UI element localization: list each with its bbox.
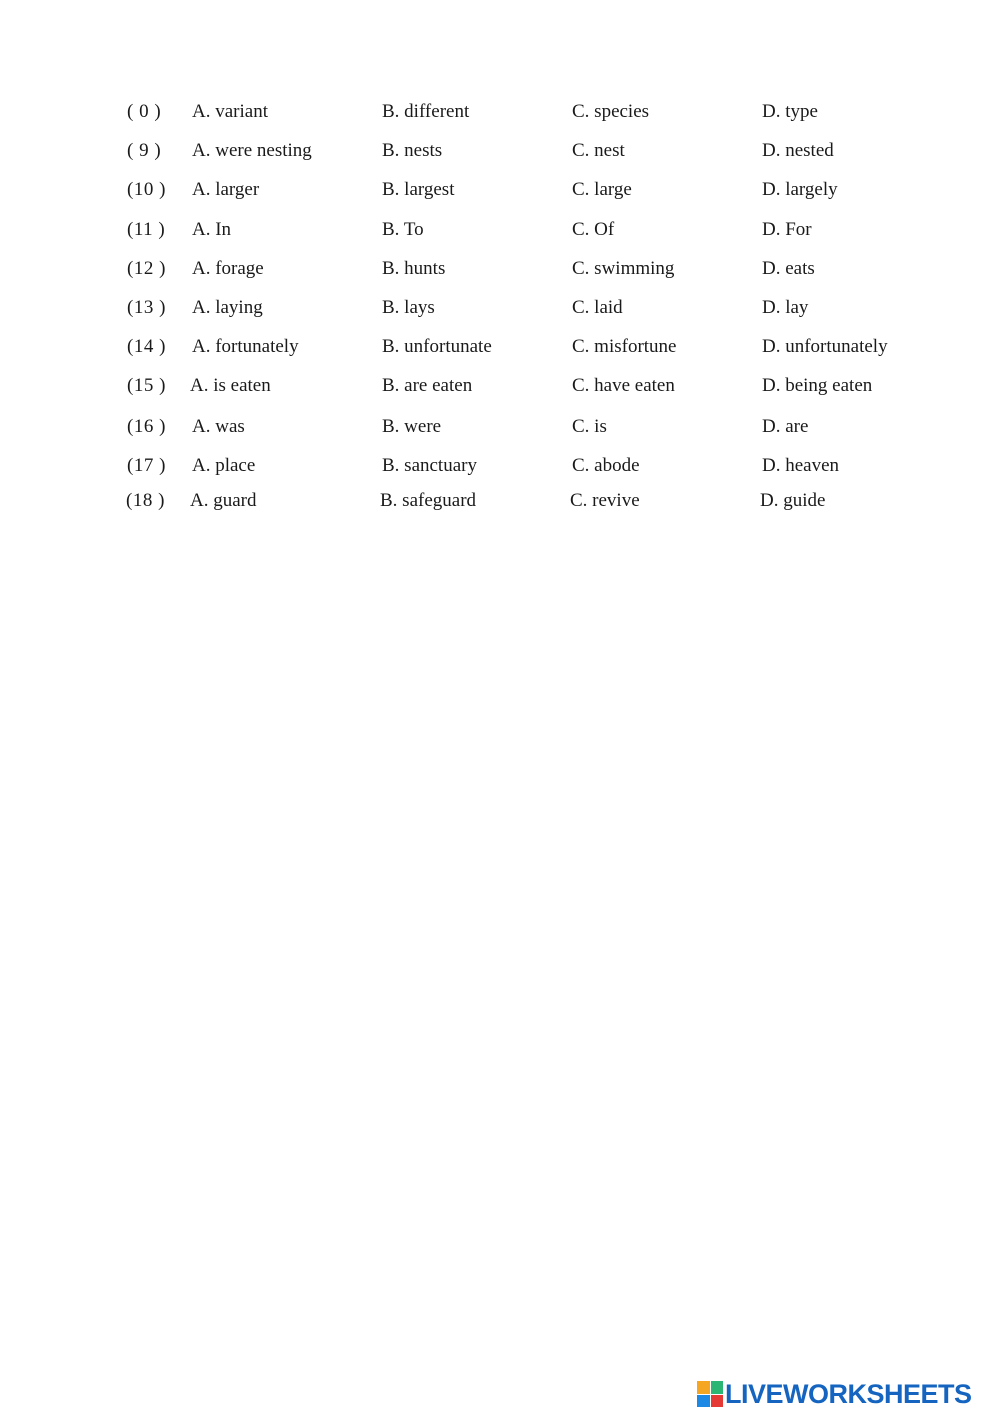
question-row	[0, 332, 1000, 362]
question-number: ( 9 )	[127, 140, 162, 161]
option-c: C. misfortune	[572, 336, 677, 357]
option-c: C. laid	[572, 297, 623, 318]
question-number: (13 )	[127, 297, 166, 318]
option-b: B. are eaten	[382, 375, 473, 396]
option-c: C. abode	[572, 455, 640, 476]
question-number: (10 )	[127, 179, 166, 200]
question-row	[0, 136, 1000, 166]
option-c: C. have eaten	[572, 375, 675, 396]
option-d: D. type	[762, 101, 818, 122]
question-row	[0, 97, 1000, 127]
option-b: B. were	[382, 416, 442, 437]
option-d: D. lay	[762, 297, 809, 318]
option-a: A. In	[192, 219, 232, 240]
question-number: (18 )	[126, 490, 165, 511]
option-b: B. sanctuary	[382, 455, 477, 476]
question-row	[0, 175, 1000, 205]
option-a: A. is eaten	[190, 375, 271, 396]
question-row	[0, 371, 1000, 401]
question-number: (15 )	[127, 375, 166, 396]
question-row	[0, 293, 1000, 323]
question-row	[0, 254, 1000, 284]
option-c: C. species	[572, 101, 650, 122]
option-a: A. was	[192, 416, 245, 437]
option-b: B. lays	[382, 297, 435, 318]
option-b: B. hunts	[382, 258, 446, 279]
option-a: A. variant	[192, 101, 268, 122]
option-d: D. nested	[762, 140, 834, 161]
question-number: (12 )	[127, 258, 166, 279]
question-row	[0, 412, 1000, 442]
question-number: ( 0 )	[127, 101, 162, 122]
option-b: B. unfortunate	[382, 336, 492, 357]
option-a: A. guard	[190, 490, 257, 511]
option-c: C. large	[572, 179, 632, 200]
option-b: B. safeguard	[380, 490, 477, 511]
option-d: D. eats	[762, 258, 815, 279]
option-d: D. being eaten	[762, 375, 873, 396]
option-a: A. were nesting	[192, 140, 312, 161]
question-row	[0, 451, 1000, 481]
option-c: C. swimming	[572, 258, 675, 279]
option-d: D. heaven	[762, 455, 840, 476]
option-a: A. laying	[192, 297, 263, 318]
option-d: D. are	[762, 416, 809, 437]
option-c: C. Of	[572, 219, 615, 240]
liveworksheets-brand	[697, 1378, 972, 1410]
option-d: D. For	[762, 219, 812, 240]
question-row	[0, 486, 1000, 516]
option-c: C. revive	[570, 490, 640, 511]
option-a: A. place	[192, 455, 256, 476]
option-b: B. different	[382, 101, 470, 122]
question-number: (11 )	[127, 219, 166, 240]
option-c: C. nest	[572, 140, 625, 161]
option-b: B. To	[382, 219, 424, 240]
option-d: D. unfortunately	[762, 336, 888, 357]
option-d: D. guide	[760, 490, 826, 511]
brand-text: LIVEWORKSHEETS	[725, 1378, 972, 1409]
option-b: B. nests	[382, 140, 443, 161]
liveworksheets-logo-icon	[697, 1381, 723, 1407]
question-number: (16 )	[127, 416, 166, 437]
option-a: A. larger	[192, 179, 260, 200]
option-c: C. is	[572, 416, 607, 437]
option-a: A. forage	[192, 258, 264, 279]
question-number: (17 )	[127, 455, 166, 476]
option-b: B. largest	[382, 179, 455, 200]
question-row	[0, 215, 1000, 245]
option-d: D. largely	[762, 179, 838, 200]
option-a: A. fortunately	[192, 336, 299, 357]
question-number: (14 )	[127, 336, 166, 357]
